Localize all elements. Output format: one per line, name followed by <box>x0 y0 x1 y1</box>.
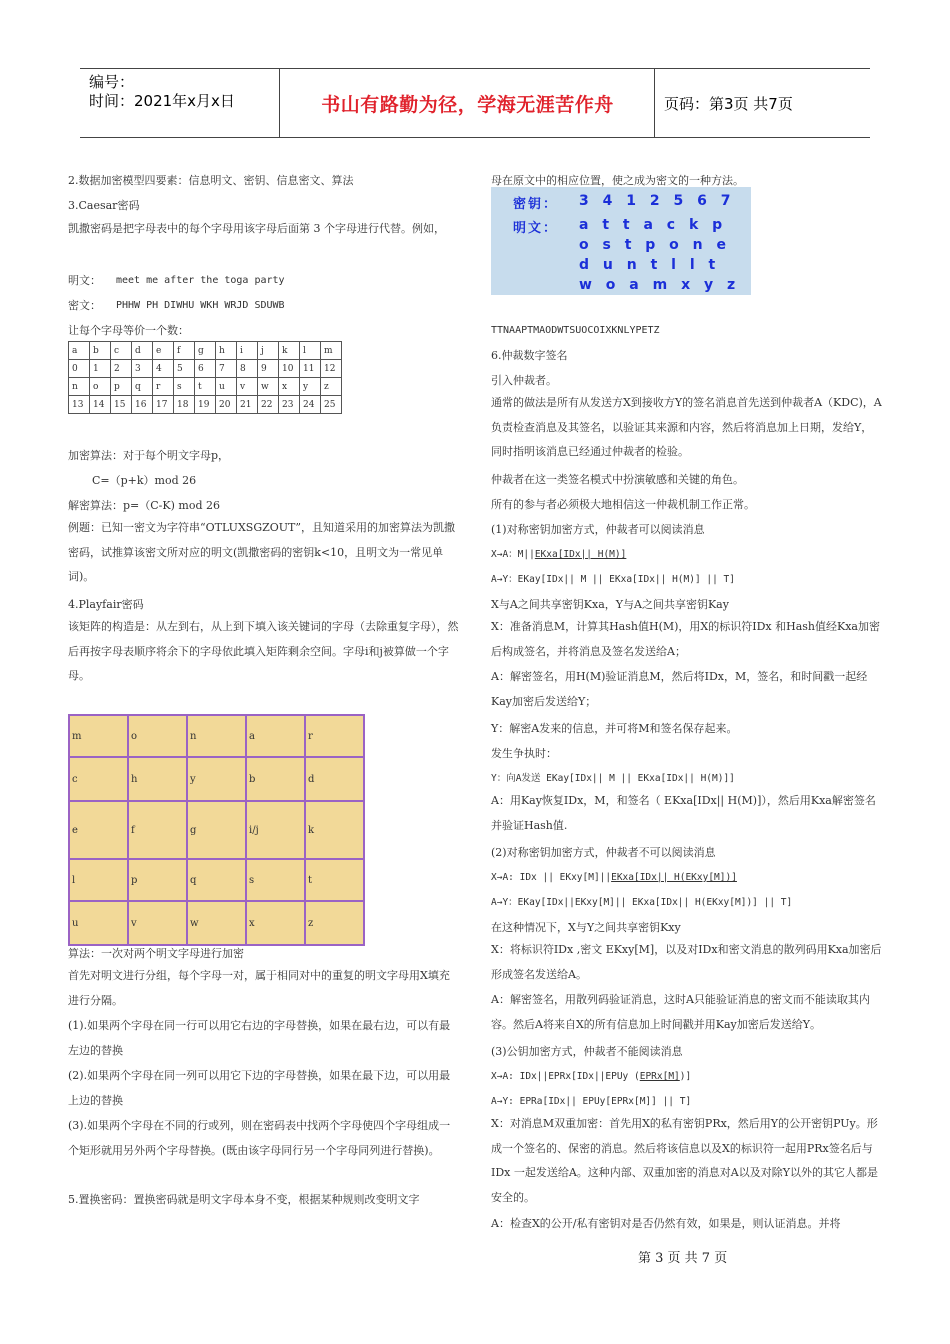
right-para-7: X：对消息M双重加密：首先用X的私有密钥PRx，然后用Y的公开密钥PUy。形成一个签名的、保密的消息。然后将该信息以及X的标识符一起用PRx签名后与IDx 一起发送给A。这种内部、双重加密的消息对A以及对除Y以外的其它人都是安全的。 <box>491 1117 879 1205</box>
right-para-8: A：检查X的公开/私有密钥对是否仍然有效，如果是，则认证消息。并将 <box>491 1217 841 1230</box>
letter-number-cell: 9 <box>258 360 279 378</box>
playfair-cell: h <box>128 757 187 801</box>
playfair-cell: y <box>187 757 246 801</box>
playfair-cell: i/j <box>246 801 305 859</box>
playfair-cell: e <box>69 801 128 859</box>
right-line-10: 发生争执时： <box>491 747 557 760</box>
right-line-18: A→Y: EPRa[IDx|| EPUy[EPRx[M]] || T] <box>491 1096 692 1107</box>
letter-number-row <box>69 360 342 378</box>
right-para-2: X：准备消息M，计算其Hash值H(M)，用X的标识符IDx 和Hash值经Kxa加密后构成签名，并将消息及签名发送给A； <box>491 620 880 658</box>
letter-number-cell: m <box>321 342 342 360</box>
letter-number-cell: 0 <box>69 360 90 378</box>
letter-number-cell: 20 <box>216 396 237 414</box>
letter-number-cell: t <box>195 378 216 396</box>
letter-number-cell: o <box>90 378 111 396</box>
playfair-row <box>69 715 364 757</box>
letter-number-cell: c <box>111 342 132 360</box>
left-para-7: (3).如果两个字母在不同的行或列，则在密码表中找两个字母使四个字母组成一个矩形就用另外两个字母替换。(既由该字母同行另一个字母同列进行替换)。 <box>68 1119 451 1157</box>
left-heading-playfair: 4.Playfair密码 <box>68 598 144 611</box>
left-line-8: 算法：一次对两个明文字母进行加密 <box>68 947 244 960</box>
letter-number-cell: h <box>216 342 237 360</box>
left-line-4: 加密算法：对于每个明文字母p， <box>68 449 230 462</box>
right-line-13 <box>491 870 737 885</box>
playfair-cell: x <box>246 901 305 945</box>
playfair-cell: a <box>246 715 305 757</box>
letter-number-cell: 23 <box>279 396 300 414</box>
right-heading-arbitrated: 6.仲裁数字签名 <box>491 349 568 362</box>
letter-number-cell: 2 <box>111 360 132 378</box>
decrypt-formula: 解密算法：p=（C-K) mod 26 <box>68 499 220 512</box>
transposition-key-figure <box>491 187 751 295</box>
playfair-cell: d <box>305 757 364 801</box>
encrypt-formula: C=（p+k）mod 26 <box>92 474 197 487</box>
letter-number-cell: q <box>132 378 153 396</box>
page-header <box>80 68 870 138</box>
letter-number-cell: p <box>111 378 132 396</box>
r13-underlined: EKxa[IDx|| H(EKxy[M])] <box>611 872 737 883</box>
letter-number-cell: 22 <box>258 396 279 414</box>
letter-number-cell: 14 <box>90 396 111 414</box>
right-line-3: 仲裁者在这一类签名模式中扮演敏感和关键的角色。 <box>491 473 744 486</box>
letter-number-cell: x <box>279 378 300 396</box>
left-para-4: 首先对明文进行分组，每个字母一对，属于相同对中的重复的明文字母用X填充进行分隔。 <box>68 969 450 1007</box>
right-para-3: A：解密签名，用H(M)验证消息M，然后将IDx，M，签名，和时间戳一起经Kay加密后发送给Y； <box>491 670 868 708</box>
playfair-row <box>69 757 364 801</box>
right-line-5: (1)对称密钥加密方式，仲裁者可以阅读消息 <box>491 523 705 536</box>
playfair-cell: u <box>69 901 128 945</box>
right-line-12: (2)对称密钥加密方式，仲裁者不可以阅读消息 <box>491 846 716 859</box>
right-line-9: Y：解密A发来的信息，并可将M和签名保存起来。 <box>491 722 738 735</box>
right-line-15: 在这种情况下，X与Y之间共享密钥Kxy <box>491 921 681 934</box>
right-para-6: A：解密签名，用散列码验证消息，这时A只能验证消息的密文而不能读取其内容。然后A将来自X的所有信息加上时间戳并用Kay加密后发送给Y。 <box>491 993 870 1031</box>
left-para-caesar: 凯撒密码是把字母表中的每个字母用该字母后面第 3 个字母进行代替。例如， <box>68 222 445 235</box>
letter-number-cell: 12 <box>321 360 342 378</box>
r17-tail: )] <box>679 1071 692 1082</box>
playfair-cell: v <box>128 901 187 945</box>
letter-number-cell: 7 <box>216 360 237 378</box>
letter-number-cell: y <box>300 378 321 396</box>
playfair-cell: g <box>187 801 246 859</box>
right-line-2: 引入仲裁者。 <box>491 374 557 387</box>
playfair-cell: q <box>187 859 246 901</box>
letter-number-cell: 25 <box>321 396 342 414</box>
right-line-14: A→Y：EKay[IDx||EKxy[M]|| EKxa[IDx|| H(EKxy[M])] || T] <box>491 897 793 908</box>
playfair-cell: t <box>305 859 364 901</box>
left-para-example: 例题：已知一密文为字符串“OTLUXSGZOUT”，且知道采用的加密算法为凯撒密码，试推算该密文所对应的明文(凯撒密码的密钥k<10，且明文为一常见单词)。 <box>68 521 455 584</box>
playfair-cell: z <box>305 901 364 945</box>
letter-number-row <box>69 378 342 396</box>
letter-number-row <box>69 396 342 414</box>
letter-number-cell: v <box>237 378 258 396</box>
playfair-cell: s <box>246 859 305 901</box>
letter-number-cell: b <box>90 342 111 360</box>
grid-row-2: o s t p o n e <box>579 237 731 253</box>
letter-number-cell: r <box>153 378 174 396</box>
r17-text: X→A: IDx||EPRx[IDx||EPUy ( <box>491 1071 640 1082</box>
grid-row-3: d u n t l l t <box>579 257 720 273</box>
letter-number-cell: z <box>321 378 342 396</box>
letter-number-table <box>68 341 342 414</box>
right-line-7: A→Y：EKay[IDx|| M || EKxa[IDx|| H(M)] || T] <box>491 574 735 585</box>
letter-number-cell: 8 <box>237 360 258 378</box>
plain-label-fig: 明文： <box>513 221 559 236</box>
right-line-16: (3)公钥加密方式，仲裁者不能阅读消息 <box>491 1045 683 1058</box>
playfair-cell: w <box>187 901 246 945</box>
transposition-cipher: TTNAAPTMAODWTSUOCOIXKNLYPETZ <box>491 325 660 336</box>
right-para-5: X：将标识符IDx ,密文 EKxy[M]，以及对IDx和密文消息的散列码用Kxa加密后形成签名发送给A。 <box>491 943 882 981</box>
letter-number-cell: 24 <box>300 396 321 414</box>
letter-number-cell: 13 <box>69 396 90 414</box>
doc-date-label: 时间：2021年x月x日 <box>89 92 235 110</box>
letter-number-cell: g <box>195 342 216 360</box>
left-heading-caesar: 3.Caesar密码 <box>68 199 140 212</box>
letter-number-cell: 11 <box>300 360 321 378</box>
letter-number-cell: w <box>258 378 279 396</box>
letter-number-cell: n <box>69 378 90 396</box>
left-para-playfair: 该矩阵的构造是：从左到右，从上到下填入该关键词的字母（去除重复字母），然后再按字母表顺序将余下的字母依此填入矩阵剩余空间。字母i和j被算做一个字母。 <box>68 620 459 683</box>
letter-number-cell: 18 <box>174 396 195 414</box>
letter-number-cell: 6 <box>195 360 216 378</box>
playfair-cell: k <box>305 801 364 859</box>
playfair-cell: l <box>69 859 128 901</box>
playfair-cell: b <box>246 757 305 801</box>
playfair-cell: n <box>187 715 246 757</box>
playfair-cell: f <box>128 801 187 859</box>
page-footer: 第 3 页 共 7 页 <box>638 1251 728 1266</box>
letter-number-cell: j <box>258 342 279 360</box>
plain-text: meet me after the toga party <box>116 275 285 286</box>
letter-number-cell: s <box>174 378 195 396</box>
letter-number-cell: 4 <box>153 360 174 378</box>
playfair-cell: o <box>128 715 187 757</box>
right-line-4: 所有的参与者必须极大地相信这一仲裁机制工作正常。 <box>491 498 755 511</box>
playfair-cell: r <box>305 715 364 757</box>
plain-label: 明文： <box>68 274 101 287</box>
letter-number-cell: l <box>300 342 321 360</box>
playfair-cell: p <box>128 859 187 901</box>
header-page-label: 页码：第3页 共7页 <box>664 94 793 113</box>
playfair-row <box>69 801 364 859</box>
letter-number-cell: 17 <box>153 396 174 414</box>
playfair-cell: c <box>69 757 128 801</box>
playfair-row <box>69 901 364 945</box>
letter-number-cell: 10 <box>279 360 300 378</box>
right-line-0: 母在原文中的相应位置，使之成为密文的一种方法。 <box>491 174 744 187</box>
letter-number-row <box>69 342 342 360</box>
letter-number-cell: 15 <box>111 396 132 414</box>
grid-row-1: a t t a c k p <box>579 217 727 233</box>
letter-number-cell: f <box>174 342 195 360</box>
playfair-row <box>69 859 364 901</box>
grid-row-4: w o a m x y z <box>579 277 740 293</box>
right-line-11: Y：向A发送 EKay[IDx|| M || EKxa[IDx|| H(M)]] <box>491 773 735 784</box>
r6-underlined: EKxa[IDx|| H(M)] <box>534 549 627 560</box>
letter-number-cell: 1 <box>90 360 111 378</box>
letter-number-cell: 16 <box>132 396 153 414</box>
letter-number-cell: 19 <box>195 396 216 414</box>
left-para-5: (1).如果两个字母在同一行可以用它右边的字母替换，如果在最右边，可以有最左边的替换 <box>68 1019 451 1057</box>
letter-number-cell: d <box>132 342 153 360</box>
right-para-4: A：用Kay恢复IDx，M，和签名（ EKxa[IDx|| H(M)]），然后用Kxa解密签名并验证Hash值. <box>491 794 876 832</box>
doc-number-label: 编号： <box>89 73 135 91</box>
playfair-matrix <box>68 714 365 946</box>
r6-text: X→A：M|| <box>491 549 535 560</box>
cipher-text: PHHW PH DIWHU WKH WRJD SDUWB <box>116 300 285 311</box>
header-meta <box>80 69 280 137</box>
key-label: 密钥： <box>513 197 559 212</box>
letter-number-cell: 21 <box>237 396 258 414</box>
left-para-6: (2).如果两个字母在同一列可以用它下边的字母替换，如果在最下边，可以用最上边的替换 <box>68 1069 451 1107</box>
letter-number-cell: 3 <box>132 360 153 378</box>
letter-number-cell: a <box>69 342 90 360</box>
right-line-6 <box>491 547 626 562</box>
left-line-1: 2.数据加密模型四要素：信息明文、密钥、信息密文、算法 <box>68 174 354 187</box>
letter-number-cell: e <box>153 342 174 360</box>
key-digits: 3 4 1 2 5 6 7 <box>579 193 735 209</box>
right-line-8: X与A之间共享密钥Kxa，Y与A之间共享密钥Kay <box>491 598 729 611</box>
right-line-17 <box>491 1069 691 1084</box>
header-motto: 书山有路勤为径，学海无涯苦作舟 <box>281 69 655 137</box>
letter-number-cell: k <box>279 342 300 360</box>
letter-number-cell: i <box>237 342 258 360</box>
playfair-cell: m <box>69 715 128 757</box>
letter-number-cell: 5 <box>174 360 195 378</box>
letter-number-cell: u <box>216 378 237 396</box>
left-line-3: 让每个字母等价一个数： <box>68 324 189 337</box>
right-para-1: 通常的做法是所有从发送方X到接收方Y的签名消息首先送到仲裁者A（KDC)，A负责检查消息及其签名，以验证其来源和内容，然后将消息加上日期，发给Y，同时指明该消息已经通过仲裁者的检验。 <box>491 396 882 459</box>
cipher-label: 密文： <box>68 299 101 312</box>
r13-text: X→A: IDx || EKxy[M]|| <box>491 872 612 883</box>
left-para-8: 5.置换密码：置换密码就是明文字母本身不变，根据某种规则改变明文字 <box>68 1193 420 1206</box>
r17-underlined: EPRx[M] <box>639 1071 680 1082</box>
